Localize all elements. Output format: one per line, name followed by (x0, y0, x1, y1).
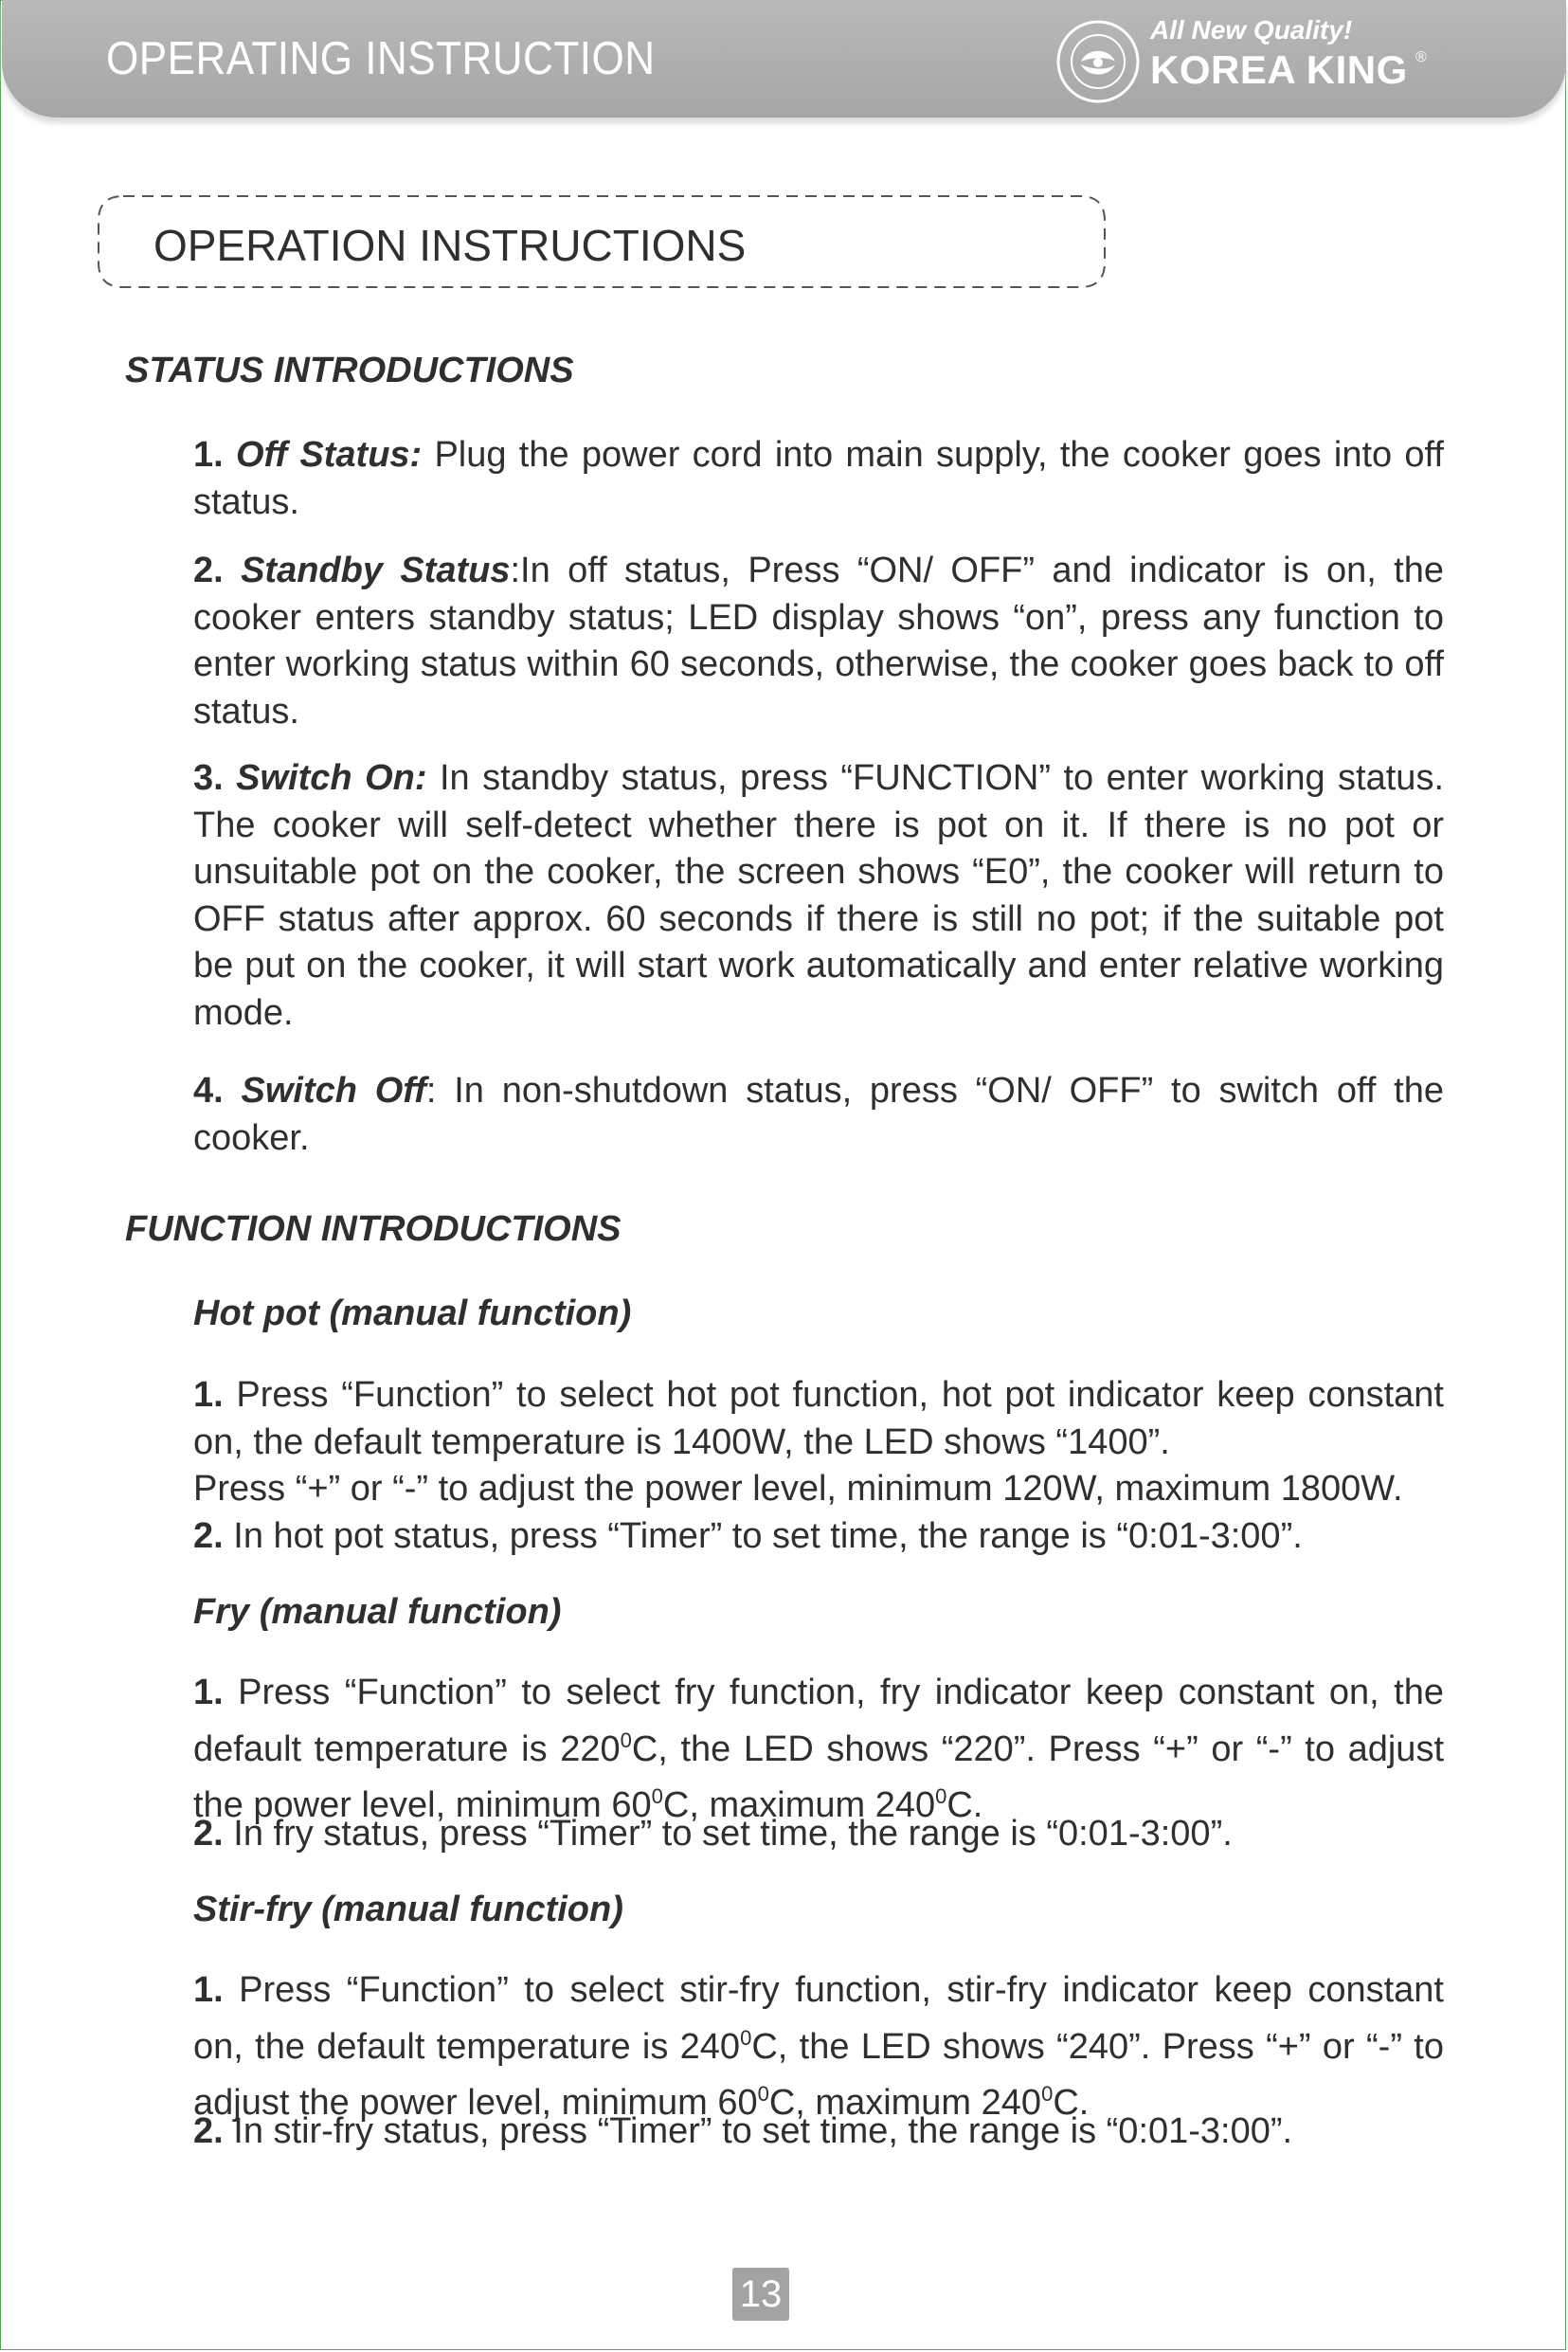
item-separator: : (425, 1071, 437, 1111)
header-bar (2, 0, 1566, 118)
item-number: 4. (193, 1071, 224, 1111)
step-text: C. (946, 1785, 983, 1825)
step-number: 1. (193, 1375, 224, 1415)
step-text: C, maximum 240 (768, 2083, 1042, 2123)
function-heading: FUNCTION INTRODUCTIONS (125, 1209, 622, 1249)
stir-fry-step-2 (193, 2108, 1444, 2156)
step-text: In hot pot status, press “Timer” to set time, the range is “0:01-3:00”. (223, 1516, 1303, 1556)
step-number: 2. (193, 2111, 224, 2151)
item-label: Switch On: (236, 758, 427, 798)
step-text: Press “Function” to select hot pot function, hot pot indicator keep constant on, the default temperature is 1400W, the LED shows “1400”. (193, 1375, 1444, 1462)
step-text: In stir-fry status, press “Timer” to set time, the range is “0:01-3:00”. (223, 2111, 1293, 2151)
step-number: 1. (193, 1673, 224, 1712)
step-number: 2. (193, 1516, 224, 1556)
item-label: Switch Off (241, 1071, 426, 1111)
degree-mark: 0 (620, 1728, 632, 1752)
item-text: In standby status, press “FUNCTION” to enter working status. The cooker will self-detect whether there is pot on it. If there is no pot or unsuitable pot on the cooker, the screen shows “E0”, the cooker will return to OFF status after approx. 60 seconds if there is still no pot; if the suitable pot be put on the cooker, it will start work automatically and enter relative working mode. (193, 758, 1444, 1033)
fry-title: Fry (manual function) (193, 1592, 562, 1632)
hot-pot-power-range: Press “+” or “-” to adjust the power level, minimum 120W, maximum 1800W. (193, 1469, 1403, 1509)
section-title: OPERATION INSTRUCTIONS (153, 221, 747, 270)
page-number: 13 (732, 2268, 789, 2321)
step-text: C, maximum 240 (662, 1785, 936, 1825)
item-number: 2. (193, 551, 224, 590)
hot-pot-step-2 (193, 1513, 1444, 1561)
fry-step-1 (193, 1670, 1444, 1830)
item-number: 1. (193, 435, 224, 475)
item-text: In off status, Press “ON/ OFF” and indicator is on, the cooker enters standby status; LED display shows “on”, press any function to enter working status within 60 seconds, otherwise, the cooker goes back to off status. (193, 551, 1444, 732)
step-text: Press “Function” to select stir-fry function, stir-fry indicator keep constant on, the default temperature is 240 (193, 1970, 1444, 2067)
item-number: 3. (193, 758, 224, 798)
hot-pot-step-1 (193, 1372, 1444, 1466)
step-text: Press “Function” to select fry function, fry indicator keep constant on, the default temperature is 220 (193, 1673, 1444, 1769)
degree-mark: 0 (651, 1784, 663, 1808)
step-text: C, the LED shows “240”. Press “+” or “-” to adjust the power level, minimum 60 (193, 2026, 1444, 2123)
step-text: In fry status, press “Timer” to set time, the range is “0:01-3:00”. (223, 1814, 1233, 1854)
item-text: In non-shutdown status, press “ON/ OFF” to switch off the cooker. (193, 1071, 1445, 1158)
status-item-standby (193, 548, 1444, 735)
degree-mark: 0 (757, 2082, 769, 2106)
step-text: C. (1053, 2083, 1090, 2123)
registered-mark: ® (1415, 49, 1427, 65)
status-heading: STATUS INTRODUCTIONS (125, 351, 574, 390)
item-label: Off Status: (235, 435, 423, 475)
brand-tagline: All New Quality! (1150, 15, 1353, 45)
fry-step-2 (193, 1811, 1444, 1858)
item-text: Plug the power cord into main supply, the cooker goes into off status. (193, 435, 1444, 522)
header-title: OPERATING INSTRUCTION (106, 33, 656, 84)
status-item-off (193, 432, 1444, 526)
brand-seal-logo (1055, 19, 1141, 104)
status-item-switch-on (193, 755, 1444, 1037)
step-number: 1. (193, 1970, 224, 2010)
degree-mark: 0 (740, 2025, 752, 2050)
stir-fry-title: Stir-fry (manual function) (193, 1890, 623, 1929)
item-label: Standby Status (241, 551, 511, 590)
status-item-switch-off (193, 1068, 1444, 1162)
step-text: C, the LED shows “220”. Press “+” or “-” to adjust the power level, minimum 60 (193, 1728, 1444, 1825)
brand-name: KOREA KING (1150, 47, 1408, 92)
stir-fry-step-1 (193, 1967, 1444, 2127)
hot-pot-title: Hot pot (manual function) (193, 1294, 632, 1333)
item-separator: : (510, 551, 521, 590)
step-number: 2. (193, 1814, 224, 1854)
degree-mark: 0 (935, 1784, 947, 1808)
degree-mark: 0 (1041, 2082, 1054, 2106)
